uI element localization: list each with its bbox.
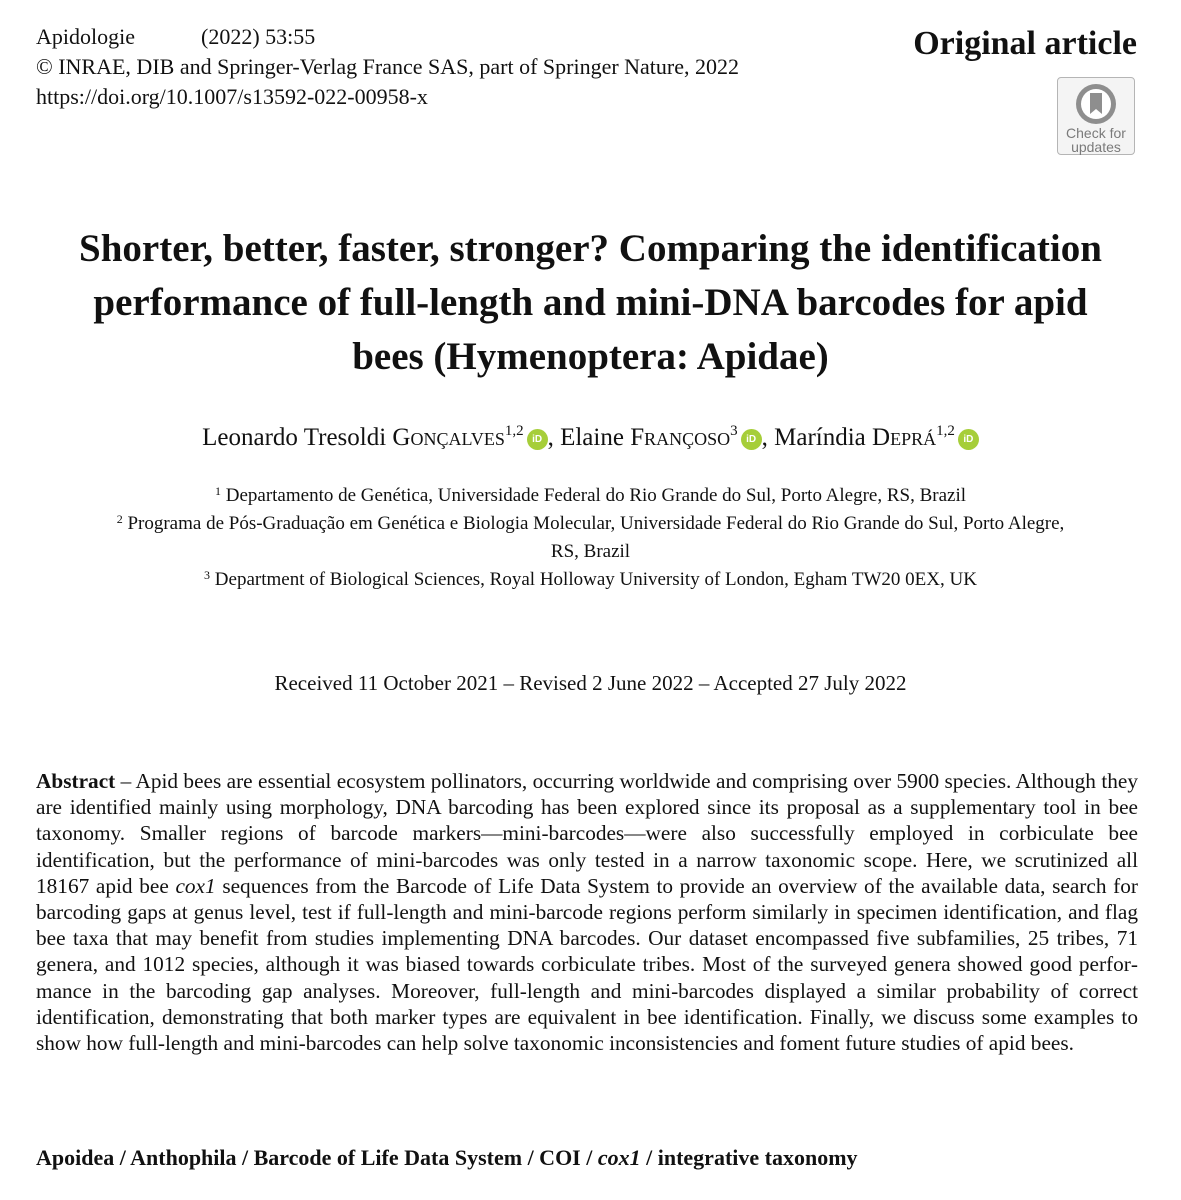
affiliations bbox=[30, 482, 1151, 594]
affiliation-ref: 1,2 bbox=[504, 423, 524, 439]
title-line-2: performance of full-length and mini-DNA barcodes for apid bbox=[93, 281, 1088, 324]
affiliation-ref: 1,2 bbox=[936, 423, 955, 439]
orcid-icon[interactable]: iD bbox=[958, 429, 979, 450]
abstract-label: Abstract bbox=[36, 769, 116, 793]
check-for-updates-button[interactable] bbox=[1057, 77, 1135, 155]
affiliation-ref: 3 bbox=[730, 423, 738, 439]
title-line-3: bees (Hymenoptera: Apidae) bbox=[352, 335, 829, 378]
author-surname: Gonçalves bbox=[392, 424, 505, 451]
author-surname: Deprá bbox=[872, 424, 937, 451]
keyword-gene: cox1 bbox=[597, 1145, 641, 1170]
orcid-icon[interactable]: iD bbox=[527, 429, 548, 450]
orcid-icon[interactable]: iD bbox=[741, 429, 762, 450]
check-for-updates-text-1: Check for bbox=[1066, 125, 1126, 141]
publication-dates: Received 11 October 2021 – Revised 2 June 2022 – Accepted 27 July 2022 bbox=[274, 671, 907, 695]
gene-name: cox1 bbox=[175, 873, 216, 898]
journal-name: Apidologie bbox=[36, 24, 135, 49]
title-line-1: Shorter, better, faster, stronger? Comparing the identification bbox=[79, 227, 1102, 270]
abstract: Abstract – Apid bees are essential ecosystem pollinators, occurring worldwide and comprising over 5900 species. Although they are identified mainly using morphology, DNA barcoding has been explored since its proposal as a supplementary tool in bee taxonomy. Smaller regions of barcode markers—mini-barcodes—were also successfully employed in corbiculate bee identification, but the performance of mini-barcodes was only tested in a narrow taxonomic scope. Here, we scrutinized all 18167 apid bee cox1 sequences from the Barcode of Life Data System to provide an overview of the available data, search for barcoding gaps at genus level, test if full-length and mini-barcode regions perform similarly in specimen identification, and flag bee taxa that may benefit from studies implementing DNA barcodes. Our dataset encompassed five subfamilies, 25 tribes, 71 genera, and 1012 species, although it was biased towards corbiculate tribes. Most of the surveyed genera showed good performance in the barcoding gap analyses. Moreover, full-length and mini-barcodes displayed a similar probability of correct identification, demonstrating that both marker types are equivalent in bee identification. Finally, we discuss some examples to show how full-length and mini-barcodes can help solve taxonomic inconsistencies and foment future studies of apid bees. bbox=[36, 769, 1138, 1056]
article-title bbox=[30, 222, 1151, 384]
check-for-updates-text-2: updates bbox=[1071, 139, 1121, 155]
bookmark-update-icon bbox=[1074, 82, 1118, 126]
citation-line bbox=[36, 22, 739, 52]
author[interactable]: Maríndia Deprá$^{1,2}$iD bbox=[774, 424, 979, 451]
author-surname: Françoso bbox=[630, 424, 731, 451]
journal-header bbox=[36, 22, 739, 112]
affiliation-1: $^1$ Departamento de Genética, Universidade Federal do Rio Grande do Sul, Porto Alegre, RS, Brazil bbox=[214, 484, 967, 506]
affiliation-2: $^2$ Programa de Pós-Graduação em Genética e Biologia Molecular, Universidade Federal do Rio Grande do Sul, Porto Alegre, RS, Brazil bbox=[116, 512, 1065, 562]
author[interactable]: Elaine Françoso$^3$iD bbox=[560, 424, 762, 451]
article-type-label: Original article bbox=[913, 25, 1137, 62]
issue-number: (2022) 53:55 bbox=[201, 24, 316, 49]
keywords: Apoidea / Anthophila / Barcode of Life Data System / COI / cox1 / integrative taxonomy bbox=[36, 1145, 858, 1170]
copyright-line: © INRAE, DIB and Springer-Verlag France SAS, part of Springer Nature, 2022 bbox=[36, 54, 740, 79]
author[interactable]: Leonardo Tresoldi Gonçalves$^{1,2}$iD bbox=[202, 424, 547, 451]
author-list: Leonardo Tresoldi Gonçalves$^{1,2}$iD , Elaine Françoso$^3$iD , Maríndia Deprá$^{1,2}$iD bbox=[0, 420, 1181, 456]
doi-link[interactable]: https://doi.org/10.1007/s13592-022-00958-x bbox=[36, 84, 428, 109]
affiliation-3: $^3$ Department of Biological Sciences, Royal Holloway University of London, Egham TW20 0EX, UK bbox=[204, 568, 977, 590]
